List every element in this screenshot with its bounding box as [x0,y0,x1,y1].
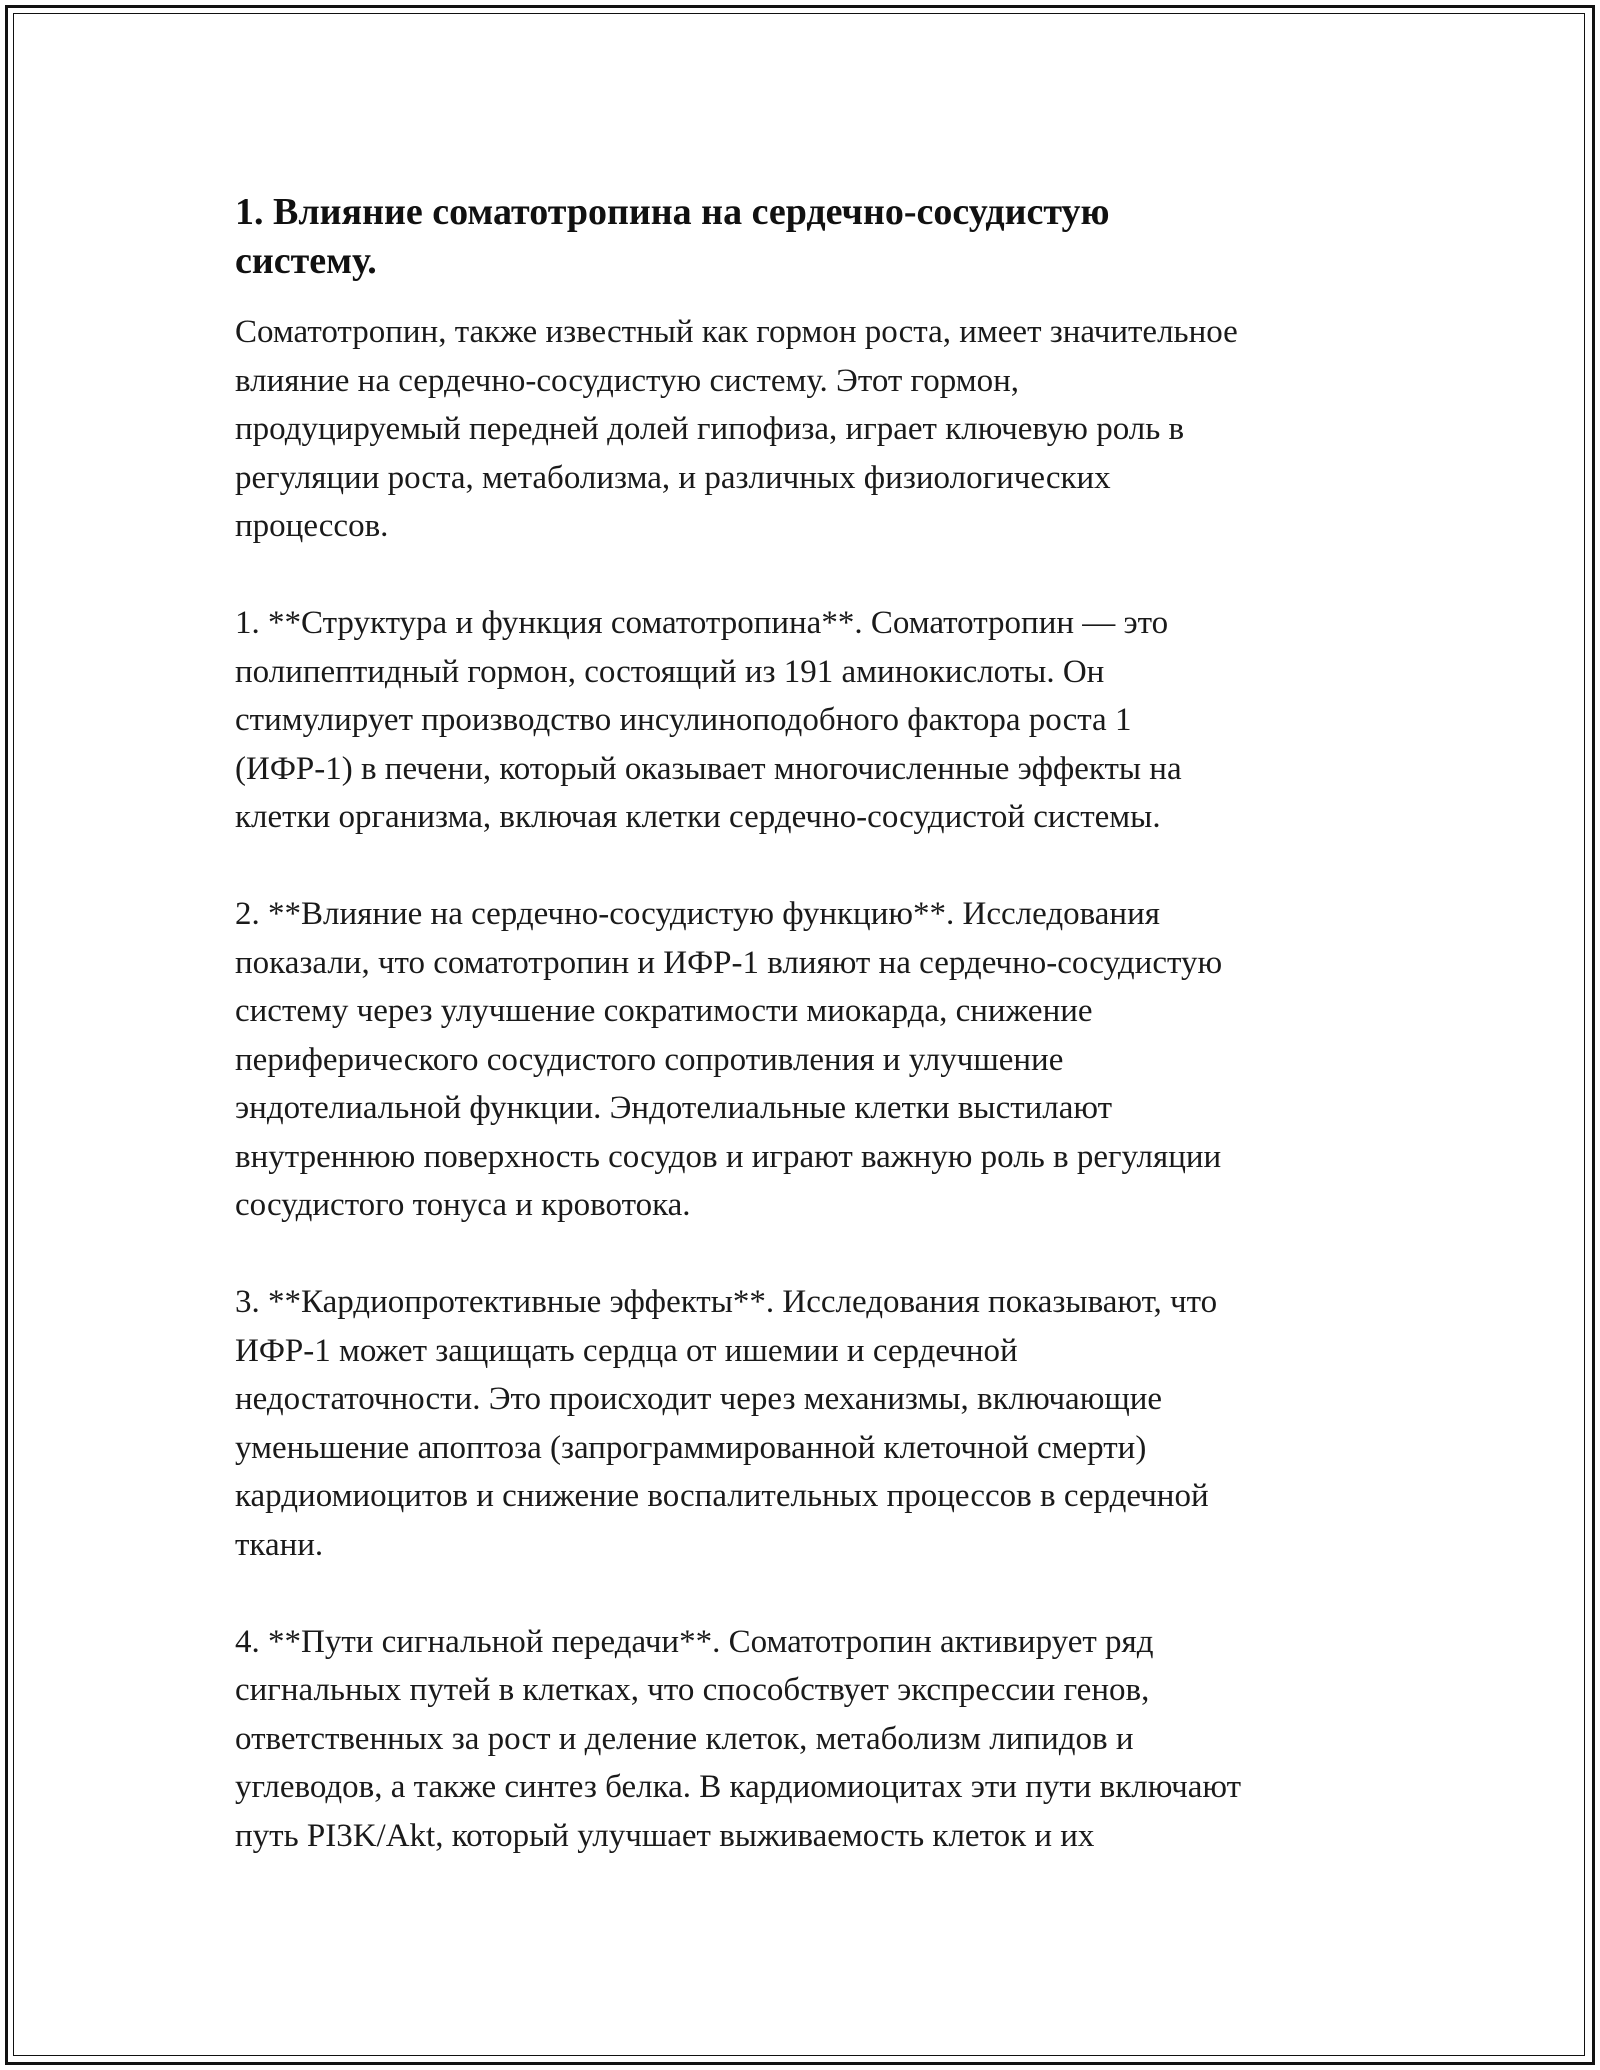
text-line: влияние на сердечно-сосудистую систему. Этот гормон, [235,362,1020,399]
paragraph-spacer [235,1230,1375,1279]
text-line: (ИФР-1) в печени, который оказывает многочисленные эффекты на [235,750,1182,787]
paragraph-intro [235,308,1375,551]
text-line: 3. **Кардиопротективные эффекты**. Исследования показывают, что [235,1284,1218,1320]
paragraph-item-3 [235,1278,1375,1569]
text-line: внутреннюю поверхность сосудов и играют важную роль в регуляции [235,1138,1222,1175]
heading-line: 1. Влияние соматотропина на сердечно-сосудистую [235,191,1110,233]
paragraph-item-4 [235,1618,1375,1861]
text-line: кардиомиоцитов и снижение воспалительных процессов в сердечной [235,1478,1209,1514]
text-line: ткани. [235,1526,324,1563]
paragraph-item-2 [235,890,1375,1230]
text-line: Соматотропин, также известный как гормон роста, имеет значительное [235,314,1238,350]
text-line: систему через улучшение сократимости миокарда, снижение [235,993,1093,1029]
text-line: полипептидный гормон, состоящий из 191 аминокислоты. Он [235,653,1105,690]
text-line: ответственных за рост и деление клеток, метаболизм липидов и [235,1720,1134,1757]
text-line: периферического сосудистого сопротивления и улучшение [235,1041,1064,1078]
text-line: регуляции роста, метаболизма, и различных физиологических [235,459,1111,496]
text-line: показали, что соматотропин и ИФР-1 влияют на сердечно-сосудистую [235,944,1223,981]
text-line: уменьшение апоптоза (запрограммированной клеточной смерти) [235,1429,1147,1466]
text-line: 1. **Структура и функция соматотропина**. Соматотропин — это [235,605,1169,641]
text-line: эндотелиальной функции. Эндотелиальные клетки выстилают [235,1090,1113,1126]
section-heading [235,188,1375,286]
text-line: углеводов, а также синтез белка. В кардиомиоцитах эти пути включают [235,1769,1242,1805]
text-line: стимулирует производство инсулиноподобного фактора роста 1 [235,702,1132,738]
paragraph-spacer [235,842,1375,891]
text-line: сигнальных путей в клетках, что способствует экспрессии генов, [235,1672,1150,1708]
heading-line: систему. [235,240,377,282]
text-line: процессов. [235,508,389,544]
paragraph-spacer [235,1569,1375,1618]
text-line: ИФР-1 может защищать сердца от ишемии и сердечной [235,1332,1018,1369]
text-line: клетки организма, включая клетки сердечно-сосудистой системы. [235,799,1161,835]
document-body [235,188,1375,1860]
paragraph-item-1 [235,599,1375,842]
text-line: путь PI3K/Akt, который улучшает выживаемость клеток и их [235,1817,1095,1854]
text-line: 2. **Влияние на сердечно-сосудистую функцию**. Исследования [235,896,1160,932]
text-line: продуцируемый передней долей гипофиза, играет ключевую роль в [235,411,1185,447]
text-line: недостаточности. Это происходит через механизмы, включающие [235,1381,1163,1417]
paragraph-spacer [235,551,1375,600]
text-line: 4. **Пути сигнальной передачи**. Соматотропин активирует ряд [235,1623,1154,1660]
paragraphs [235,308,1375,1860]
text-line: сосудистого тонуса и кровотока. [235,1187,691,1223]
